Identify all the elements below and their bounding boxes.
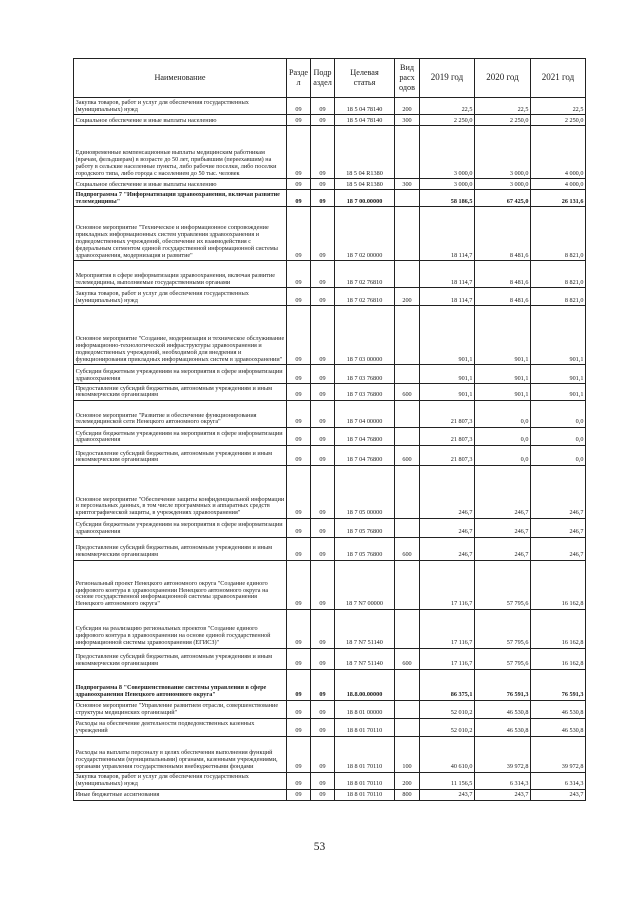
table-row bbox=[74, 669, 586, 700]
cell-subsection: 09 bbox=[311, 207, 335, 261]
cell-subsection: 09 bbox=[311, 560, 335, 609]
cell-2021: 16 162,8 bbox=[531, 648, 586, 669]
cell-subsection: 09 bbox=[311, 115, 335, 126]
cell-2020: 3 000,0 bbox=[475, 126, 531, 179]
cell-2021: 6 314,3 bbox=[531, 772, 586, 789]
cell-section: 09 bbox=[287, 537, 311, 560]
cell-2021: 901,1 bbox=[531, 365, 586, 384]
cell-2020: 46 530,8 bbox=[475, 700, 531, 718]
cell-name: Предоставление субсидий бюджетным, автономным учреждениям и иным некоммерческим организациям bbox=[74, 445, 287, 465]
cell-section: 09 bbox=[287, 609, 311, 648]
cell-target-article: 18 5 04 78140 bbox=[335, 115, 395, 126]
cell-name: Предоставление субсидий бюджетным, автономным учреждениям и иным некоммерческим организациям bbox=[74, 537, 287, 560]
header-section: Разде л bbox=[287, 59, 311, 98]
header-subsection: Подр аздел bbox=[311, 59, 335, 98]
cell-subsection: 09 bbox=[311, 428, 335, 446]
cell-2019: 52 010,2 bbox=[420, 718, 475, 736]
cell-target-article: 18 7 N7 51140 bbox=[335, 609, 395, 648]
cell-section: 09 bbox=[287, 789, 311, 800]
cell-subsection: 09 bbox=[311, 288, 335, 306]
cell-target-article: 18 8 01 70110 bbox=[335, 736, 395, 772]
cell-name: Единовременные компенсационные выплаты медицинским работникам (врачам, фельдшерам) в возрасте до 50 лет, прибывшим (переехавшим) на работу в сельские населенные пункты, либо рабочие поселки, либо поселки городского типа, либо города с населением до 50 тыс. человек bbox=[74, 126, 287, 179]
cell-2019: 246,7 bbox=[420, 465, 475, 518]
cell-expense-type bbox=[395, 465, 420, 518]
cell-expense-type bbox=[395, 126, 420, 179]
table-row bbox=[74, 179, 586, 190]
cell-2021: 16 162,8 bbox=[531, 560, 586, 609]
cell-expense-type bbox=[395, 518, 420, 537]
cell-2020: 901,1 bbox=[475, 306, 531, 365]
header-name: Наименование bbox=[74, 59, 287, 98]
cell-2021: 16 162,8 bbox=[531, 609, 586, 648]
cell-section: 09 bbox=[287, 288, 311, 306]
cell-section: 09 bbox=[287, 445, 311, 465]
cell-target-article: 18 7 03 00000 bbox=[335, 306, 395, 365]
cell-2019: 18 114,7 bbox=[420, 288, 475, 306]
cell-2019: 11 156,5 bbox=[420, 772, 475, 789]
cell-2020: 246,7 bbox=[475, 465, 531, 518]
cell-2020: 0,0 bbox=[475, 445, 531, 465]
page-number: 53 bbox=[313, 841, 326, 853]
cell-2020: 6 314,3 bbox=[475, 772, 531, 789]
cell-expense-type: 200 bbox=[395, 98, 420, 115]
cell-2021: 0,0 bbox=[531, 401, 586, 428]
cell-name: Предоставление субсидий бюджетным, автономным учреждениям и иным некоммерческим организациям bbox=[74, 648, 287, 669]
cell-expense-type bbox=[395, 261, 420, 288]
cell-2020: 8 481,6 bbox=[475, 207, 531, 261]
table-row bbox=[74, 98, 586, 115]
cell-2020: 22,5 bbox=[475, 98, 531, 115]
cell-name: Субсидии бюджетным учреждениям на мероприятия в сфере информатизации здравоохранения bbox=[74, 518, 287, 537]
cell-subsection: 09 bbox=[311, 518, 335, 537]
cell-name: Предоставление субсидий бюджетным, автономным учреждениям и иным некоммерческим организациям bbox=[74, 384, 287, 401]
cell-subsection: 09 bbox=[311, 669, 335, 700]
cell-expense-type bbox=[395, 560, 420, 609]
cell-subsection: 09 bbox=[311, 700, 335, 718]
cell-section: 09 bbox=[287, 115, 311, 126]
cell-subsection: 09 bbox=[311, 401, 335, 428]
cell-target-article: 18 7 02 76810 bbox=[335, 288, 395, 306]
table-row bbox=[74, 609, 586, 648]
header-target-article: Целевая статья bbox=[335, 59, 395, 98]
cell-2021: 4 000,0 bbox=[531, 126, 586, 179]
cell-expense-type bbox=[395, 190, 420, 207]
cell-section: 09 bbox=[287, 465, 311, 518]
table-row bbox=[74, 560, 586, 609]
cell-expense-type: 600 bbox=[395, 384, 420, 401]
cell-name: Закупка товаров, работ и услуг для обеспечения государственных (муниципальных) нужд bbox=[74, 772, 287, 789]
cell-2019: 18 114,7 bbox=[420, 261, 475, 288]
cell-2019: 17 116,7 bbox=[420, 609, 475, 648]
table-header-row bbox=[74, 59, 586, 98]
table-row bbox=[74, 365, 586, 384]
cell-2019: 17 116,7 bbox=[420, 648, 475, 669]
cell-2019: 22,5 bbox=[420, 98, 475, 115]
cell-2020: 57 795,6 bbox=[475, 609, 531, 648]
cell-2019: 86 375,1 bbox=[420, 669, 475, 700]
cell-expense-type bbox=[395, 207, 420, 261]
cell-subsection: 09 bbox=[311, 718, 335, 736]
cell-expense-type: 600 bbox=[395, 537, 420, 560]
cell-target-article: 18.8.00.00000 bbox=[335, 669, 395, 700]
cell-2020: 243,7 bbox=[475, 789, 531, 800]
cell-section: 09 bbox=[287, 207, 311, 261]
cell-subsection: 09 bbox=[311, 365, 335, 384]
cell-2020: 0,0 bbox=[475, 428, 531, 446]
cell-subsection: 09 bbox=[311, 261, 335, 288]
cell-expense-type bbox=[395, 428, 420, 446]
cell-section: 09 bbox=[287, 560, 311, 609]
cell-subsection: 09 bbox=[311, 190, 335, 207]
cell-name: Основное мероприятие "Техническое и информационное сопровождение прикладных информационных систем управления здравоохранения и подведомственных учреждений, обеспечение их взаимодействия с федеральным сегментом единой государственной информационной системы здравоохранения, модернизация и развитие" bbox=[74, 207, 287, 261]
cell-subsection: 09 bbox=[311, 465, 335, 518]
cell-2021: 243,7 bbox=[531, 789, 586, 800]
cell-2019: 52 010,2 bbox=[420, 700, 475, 718]
cell-2021: 8 821,0 bbox=[531, 261, 586, 288]
cell-2020: 901,1 bbox=[475, 384, 531, 401]
cell-target-article: 18 8 01 70110 bbox=[335, 789, 395, 800]
cell-2019: 246,7 bbox=[420, 518, 475, 537]
table-row bbox=[74, 648, 586, 669]
cell-name: Субсидии бюджетным учреждениям на мероприятия в сфере информатизации здравоохранения bbox=[74, 365, 287, 384]
cell-2019: 21 807,3 bbox=[420, 445, 475, 465]
cell-expense-type: 300 bbox=[395, 115, 420, 126]
cell-name: Иные бюджетные ассигнования bbox=[74, 789, 287, 800]
cell-name: Подпрограмма 7 "Информатизация здравоохранения, включая развитие телемедицины" bbox=[74, 190, 287, 207]
cell-2021: 8 821,0 bbox=[531, 288, 586, 306]
cell-2019: 3 000,0 bbox=[420, 179, 475, 190]
cell-2020: 901,1 bbox=[475, 365, 531, 384]
cell-section: 09 bbox=[287, 518, 311, 537]
table-row bbox=[74, 115, 586, 126]
cell-2021: 22,5 bbox=[531, 98, 586, 115]
cell-expense-type bbox=[395, 306, 420, 365]
cell-name: Основное мероприятие "Управление развитием отрасли, совершенствование структуры медицинских организаций" bbox=[74, 700, 287, 718]
cell-section: 09 bbox=[287, 736, 311, 772]
cell-target-article: 18 8 01 70110 bbox=[335, 772, 395, 789]
cell-name: Субсидия на реализацию региональных проектов "Создание единого цифрового контура в здравоохранении на основе единой государственной информационной системы здравоохранения (ЕГИСЗ)" bbox=[74, 609, 287, 648]
header-expense-type: Вид расх одов bbox=[395, 59, 420, 98]
table-row bbox=[74, 537, 586, 560]
cell-2019: 246,7 bbox=[420, 537, 475, 560]
cell-section: 09 bbox=[287, 401, 311, 428]
cell-target-article: 18 7 04 00000 bbox=[335, 401, 395, 428]
cell-2019: 40 610,0 bbox=[420, 736, 475, 772]
table-row bbox=[74, 700, 586, 718]
cell-target-article: 18 8 01 00000 bbox=[335, 700, 395, 718]
cell-section: 09 bbox=[287, 126, 311, 179]
cell-subsection: 09 bbox=[311, 537, 335, 560]
table-row bbox=[74, 518, 586, 537]
cell-name: Социальное обеспечение и иные выплаты населению bbox=[74, 115, 287, 126]
cell-2019: 17 116,7 bbox=[420, 560, 475, 609]
cell-expense-type bbox=[395, 365, 420, 384]
cell-target-article: 18 5 04 R1380 bbox=[335, 179, 395, 190]
table-row bbox=[74, 736, 586, 772]
cell-2020: 8 481,6 bbox=[475, 261, 531, 288]
cell-expense-type bbox=[395, 609, 420, 648]
cell-target-article: 18 7 00.00000 bbox=[335, 190, 395, 207]
cell-2019: 21 807,3 bbox=[420, 401, 475, 428]
cell-2021: 46 530,8 bbox=[531, 700, 586, 718]
cell-section: 09 bbox=[287, 190, 311, 207]
cell-subsection: 09 bbox=[311, 772, 335, 789]
cell-name: Закупка товаров, работ и услуг для обеспечения государственных (муниципальных) нужд bbox=[74, 288, 287, 306]
table-row bbox=[74, 428, 586, 446]
cell-2020: 57 795,6 bbox=[475, 560, 531, 609]
cell-name: Основное мероприятие "Обеспечение защиты конфиденциальной информации и персональных данных, в том числе программных и аппаратных средств криптографической защиты, в учреждениях здравоохранения" bbox=[74, 465, 287, 518]
cell-target-article: 18 7 04 76800 bbox=[335, 445, 395, 465]
cell-expense-type bbox=[395, 700, 420, 718]
table-row bbox=[74, 772, 586, 789]
table-body bbox=[74, 98, 586, 801]
cell-subsection: 09 bbox=[311, 126, 335, 179]
budget-table bbox=[73, 58, 586, 801]
cell-2021: 46 530,8 bbox=[531, 718, 586, 736]
cell-section: 09 bbox=[287, 718, 311, 736]
cell-2020: 39 972,8 bbox=[475, 736, 531, 772]
cell-expense-type bbox=[395, 669, 420, 700]
cell-section: 09 bbox=[287, 428, 311, 446]
cell-subsection: 09 bbox=[311, 609, 335, 648]
cell-section: 09 bbox=[287, 700, 311, 718]
table-row bbox=[74, 306, 586, 365]
cell-name: Социальное обеспечение и иные выплаты населению bbox=[74, 179, 287, 190]
cell-section: 09 bbox=[287, 384, 311, 401]
cell-expense-type: 600 bbox=[395, 648, 420, 669]
cell-name: Региональный проект Ненецкого автономного округа "Создание единого цифрового контура в здравоохранении Ненецкого автономного округа на основе государственной информационной системы здравоохранения Ненецкого автономного округа" bbox=[74, 560, 287, 609]
cell-section: 09 bbox=[287, 306, 311, 365]
cell-2021: 39 972,8 bbox=[531, 736, 586, 772]
table-row bbox=[74, 465, 586, 518]
cell-2021: 0,0 bbox=[531, 428, 586, 446]
cell-target-article: 18 7 03 76800 bbox=[335, 365, 395, 384]
cell-section: 09 bbox=[287, 669, 311, 700]
cell-target-article: 18 7 05 76800 bbox=[335, 537, 395, 560]
cell-2019: 18 114,7 bbox=[420, 207, 475, 261]
cell-2021: 0,0 bbox=[531, 445, 586, 465]
cell-section: 09 bbox=[287, 261, 311, 288]
cell-section: 09 bbox=[287, 179, 311, 190]
header-year-2019: 2019 год bbox=[420, 59, 475, 98]
cell-target-article: 18 7 04 76800 bbox=[335, 428, 395, 446]
cell-subsection: 09 bbox=[311, 306, 335, 365]
cell-name: Закупка товаров, работ и услуг для обеспечения государственных (муниципальных) нужд bbox=[74, 98, 287, 115]
cell-subsection: 09 bbox=[311, 648, 335, 669]
cell-name: Расходы на обеспечение деятельности подведомственных казенных учреждений bbox=[74, 718, 287, 736]
table-row bbox=[74, 288, 586, 306]
cell-2020: 3 000,0 bbox=[475, 179, 531, 190]
cell-subsection: 09 bbox=[311, 736, 335, 772]
cell-expense-type: 200 bbox=[395, 288, 420, 306]
cell-name: Субсидии бюджетным учреждениям на мероприятия в сфере информатизации здравоохранения bbox=[74, 428, 287, 446]
cell-target-article: 18 7 05 76800 bbox=[335, 518, 395, 537]
cell-2020: 246,7 bbox=[475, 518, 531, 537]
table-row bbox=[74, 445, 586, 465]
cell-2020: 46 530,8 bbox=[475, 718, 531, 736]
cell-target-article: 18 7 N7 51140 bbox=[335, 648, 395, 669]
cell-2021: 76 591,3 bbox=[531, 669, 586, 700]
cell-subsection: 09 bbox=[311, 789, 335, 800]
cell-2021: 901,1 bbox=[531, 384, 586, 401]
cell-expense-type bbox=[395, 718, 420, 736]
cell-2021: 901,1 bbox=[531, 306, 586, 365]
cell-subsection: 09 bbox=[311, 445, 335, 465]
table-row bbox=[74, 126, 586, 179]
cell-2019: 243,7 bbox=[420, 789, 475, 800]
cell-2020: 8 481,6 bbox=[475, 288, 531, 306]
cell-subsection: 09 bbox=[311, 384, 335, 401]
table-row bbox=[74, 261, 586, 288]
table-row bbox=[74, 384, 586, 401]
cell-expense-type: 100 bbox=[395, 736, 420, 772]
cell-name: Мероприятия в сфере информатизации здравоохранения, включая развитие телемедицины, выполняемые государственными органами bbox=[74, 261, 287, 288]
cell-2019: 901,1 bbox=[420, 384, 475, 401]
table-row bbox=[74, 207, 586, 261]
cell-target-article: 18 5 04 78140 bbox=[335, 98, 395, 115]
table-row bbox=[74, 401, 586, 428]
cell-target-article: 18 7 03 76800 bbox=[335, 384, 395, 401]
cell-2020: 67 425,0 bbox=[475, 190, 531, 207]
cell-name: Расходы на выплаты персоналу в целях обеспечения выполнения функций государственными (муниципальными) органами, казенными учреждениями, органами управления государственными внебюджетными фондами bbox=[74, 736, 287, 772]
cell-2019: 901,1 bbox=[420, 306, 475, 365]
cell-2021: 246,7 bbox=[531, 465, 586, 518]
cell-name: Подпрограмма 8 "Совершенствование системы управления в сфере здравоохранения Ненецкого автономного округа" bbox=[74, 669, 287, 700]
cell-target-article: 18 8 01 70110 bbox=[335, 718, 395, 736]
cell-name: Основное мероприятие "Развитие и обеспечение функционирования телемедицинской сети Ненецкого автономного округа" bbox=[74, 401, 287, 428]
cell-2021: 26 131,6 bbox=[531, 190, 586, 207]
cell-2021: 4 000,0 bbox=[531, 179, 586, 190]
header-year-2020: 2020 год bbox=[475, 59, 531, 98]
cell-target-article: 18 7 05 00000 bbox=[335, 465, 395, 518]
cell-2020: 246,7 bbox=[475, 537, 531, 560]
cell-2019: 901,1 bbox=[420, 365, 475, 384]
cell-expense-type: 300 bbox=[395, 179, 420, 190]
table-row bbox=[74, 190, 586, 207]
cell-2019: 21 807,3 bbox=[420, 428, 475, 446]
cell-expense-type bbox=[395, 401, 420, 428]
cell-subsection: 09 bbox=[311, 179, 335, 190]
cell-2020: 0,0 bbox=[475, 401, 531, 428]
cell-target-article: 18 7 02 76810 bbox=[335, 261, 395, 288]
cell-2021: 8 821,0 bbox=[531, 207, 586, 261]
cell-2019: 2 250,0 bbox=[420, 115, 475, 126]
cell-section: 09 bbox=[287, 648, 311, 669]
cell-target-article: 18 7 N7 00000 bbox=[335, 560, 395, 609]
cell-target-article: 18 5 04 R1380 bbox=[335, 126, 395, 179]
cell-2020: 76 591,3 bbox=[475, 669, 531, 700]
cell-section: 09 bbox=[287, 98, 311, 115]
cell-2019: 3 000,0 bbox=[420, 126, 475, 179]
cell-expense-type: 200 bbox=[395, 772, 420, 789]
cell-target-article: 18 7 02 00000 bbox=[335, 207, 395, 261]
cell-2019: 58 186,5 bbox=[420, 190, 475, 207]
header-year-2021: 2021 год bbox=[531, 59, 586, 98]
cell-2021: 246,7 bbox=[531, 518, 586, 537]
table-row bbox=[74, 789, 586, 800]
cell-section: 09 bbox=[287, 772, 311, 789]
cell-2021: 2 250,0 bbox=[531, 115, 586, 126]
cell-2021: 246,7 bbox=[531, 537, 586, 560]
cell-name: Основное мероприятие "Создание, модернизация и техническое обслуживание информационно-технологической инфраструктуры здравоохранения и подведомственных учреждений, необходимой для внедрения и функционирования прикладных информационных систем в здравоохранении" bbox=[74, 306, 287, 365]
cell-expense-type: 600 bbox=[395, 445, 420, 465]
cell-2020: 57 795,6 bbox=[475, 648, 531, 669]
cell-expense-type: 800 bbox=[395, 789, 420, 800]
cell-subsection: 09 bbox=[311, 98, 335, 115]
cell-section: 09 bbox=[287, 365, 311, 384]
table-row bbox=[74, 718, 586, 736]
cell-2020: 2 250,0 bbox=[475, 115, 531, 126]
